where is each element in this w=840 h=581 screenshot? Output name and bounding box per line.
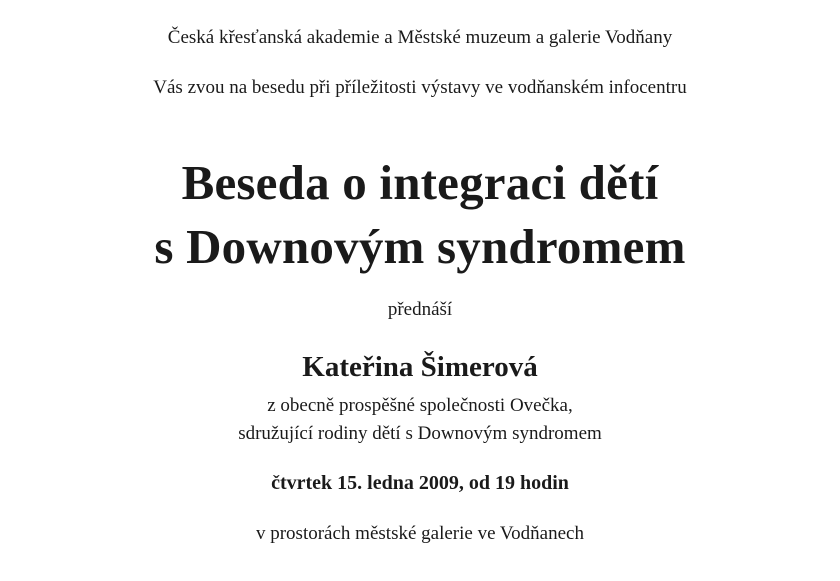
speaker-affiliation-line-1: z obecně prospěšné společnosti Ovečka, bbox=[267, 395, 573, 416]
event-title-line-2: s Downovým syndromem bbox=[154, 219, 686, 274]
event-title-line-1: Beseda o integraci dětí bbox=[181, 155, 659, 210]
event-venue: v prostorách městské galerie ve Vodňanech bbox=[255, 523, 584, 544]
event-datetime: čtvrtek 15. ledna 2009, od 19 hodin bbox=[271, 472, 569, 494]
speaker-name: Kateřina Šimerová bbox=[302, 351, 538, 383]
organizers-line: Česká křesťanská akademie a Městské muzeum a galerie Vodňany bbox=[167, 27, 673, 48]
lecturer-label: přednáší bbox=[387, 299, 453, 320]
speaker-affiliation-line-2: sdružující rodiny dětí s Downovým syndromem bbox=[238, 423, 602, 444]
invitation-line: Vás zvou na besedu při příležitosti výstavy ve vodňanském infocentru bbox=[153, 77, 687, 98]
